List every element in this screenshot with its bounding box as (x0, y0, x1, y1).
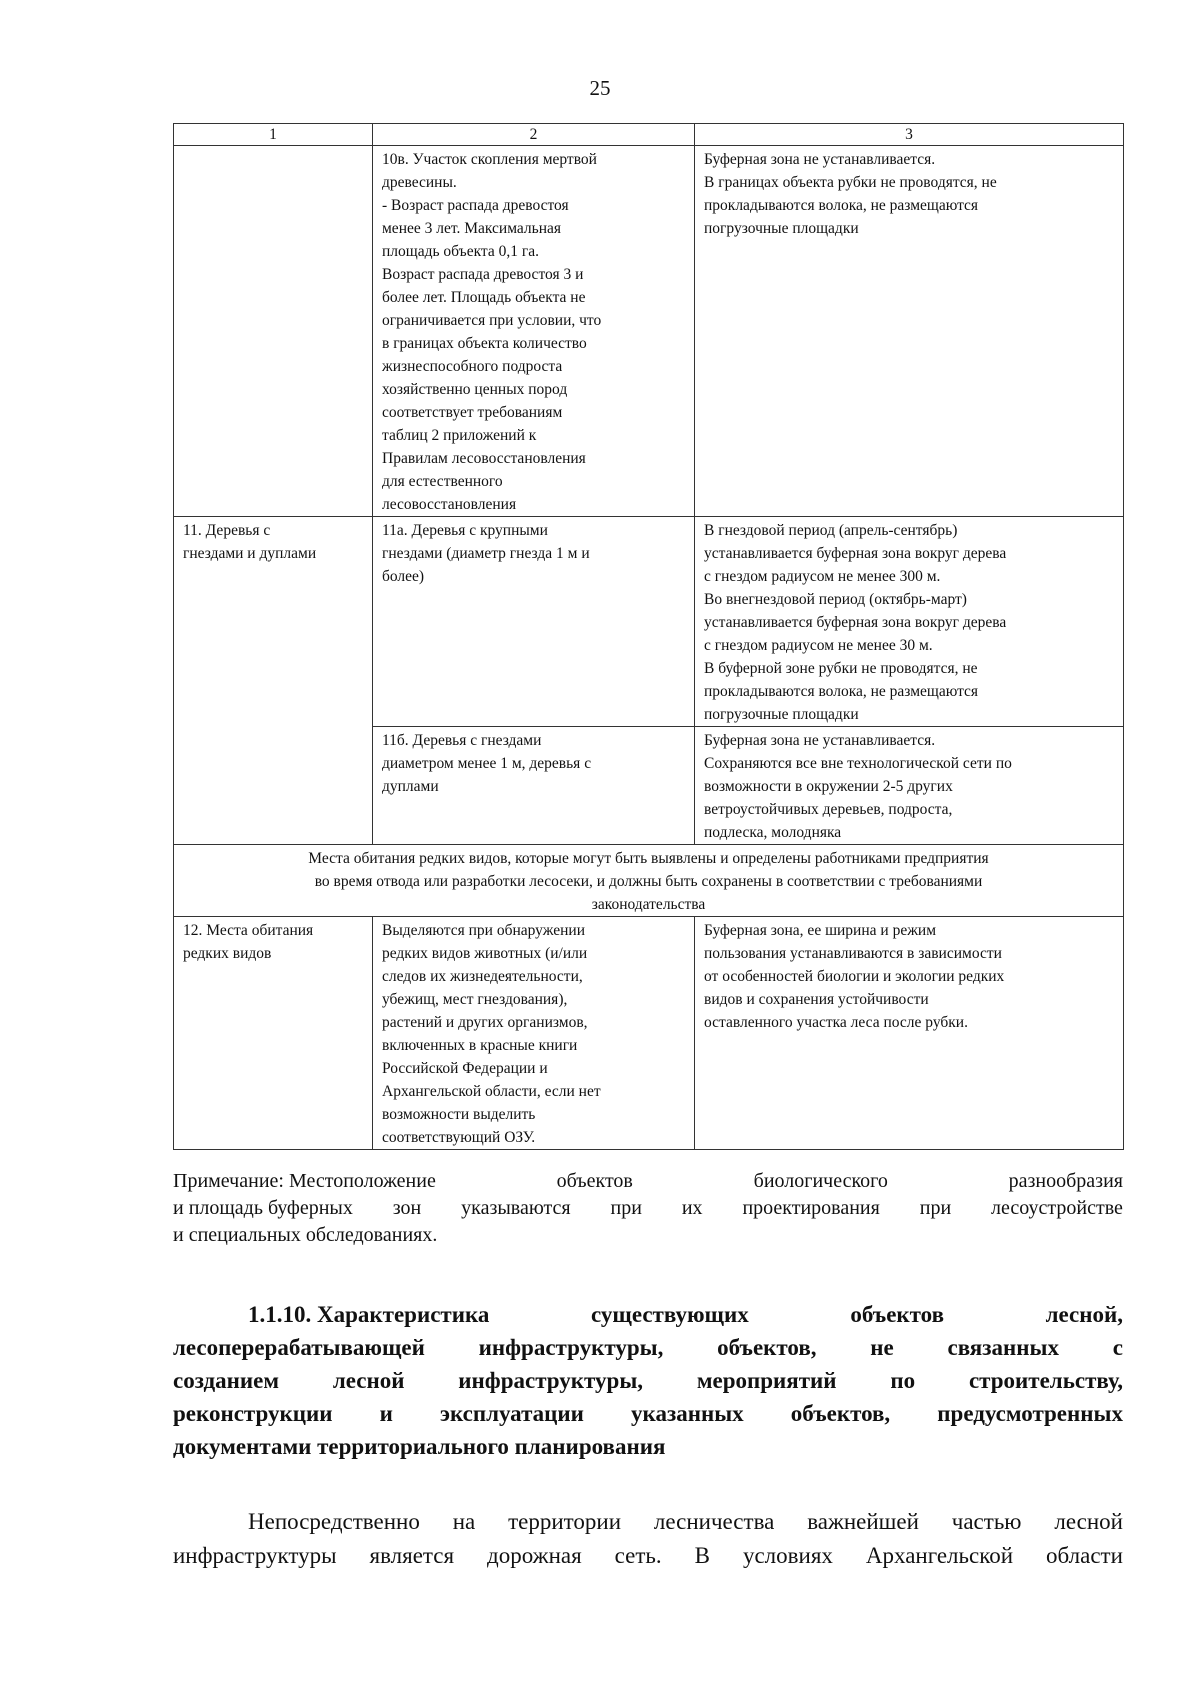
text-line: более) (382, 568, 425, 585)
text-line: с гнездом радиусом не менее 30 м. (704, 637, 933, 654)
text-line: пользования устанавливаются в зависимости (704, 945, 1002, 962)
text-line: возможности в окружении 2-5 других (704, 778, 953, 795)
paragraph-line-1 (173, 1505, 1123, 1539)
cell-11a-col2 (373, 517, 695, 727)
text-line: более лет. Площадь объекта не (382, 289, 586, 306)
text-line: соответствует требованиям (382, 404, 563, 421)
word: зон (392, 1197, 422, 1219)
word: по (890, 1368, 916, 1393)
text-line: погрузочные площадки (704, 706, 859, 723)
word: реконструкции (173, 1401, 333, 1426)
text-line: подлеска, молодняка (704, 824, 842, 841)
word: Примечание: Местоположение (173, 1170, 436, 1192)
table-header-row (174, 124, 1124, 146)
word: сеть. (614, 1543, 662, 1568)
note-line-2 (173, 1195, 1123, 1222)
text-line: дуплами (382, 778, 439, 795)
word: инфраструктуры, (478, 1335, 664, 1360)
word: созданием (173, 1368, 280, 1393)
word: объектов, (790, 1401, 891, 1426)
text-line: - Возраст распада древостоя (382, 197, 569, 214)
text-line: древесины. (382, 174, 457, 191)
text-line: Возраст распада древостоя 3 и (382, 266, 584, 283)
word: лесоперерабатывающей (173, 1335, 425, 1360)
text-line: ветроустойчивых деревьев, подроста, (704, 801, 953, 818)
text-line: в границах объекта количество (382, 335, 587, 352)
text-line: площадь объекта 0,1 га. (382, 243, 539, 260)
text-line: 11а. Деревья с крупными (382, 522, 548, 539)
text-line: Места обитания редких видов, которые могут быть выявлены и определены работниками предприятия (308, 850, 989, 867)
text-line: редких видов (183, 945, 272, 962)
word: существующих (591, 1302, 749, 1327)
cell-merged-note (174, 845, 1124, 917)
text-line: законодательства (591, 896, 706, 913)
text-line: Буферная зона, ее ширина и режим (704, 922, 937, 939)
text-line: с гнездом радиусом не менее 300 м. (704, 568, 941, 585)
text-line: Российской Федерации и (382, 1060, 548, 1077)
word: 1.1.10. Характеристика (248, 1302, 490, 1327)
page-number: 25 (589, 76, 611, 100)
header-cell-3: 3 (695, 124, 1124, 146)
text-line: для естественного (382, 473, 503, 490)
text-line: В буферной зоне рубки не проводятся, не (704, 660, 978, 677)
body-paragraph (173, 1505, 1123, 1573)
text-line: 11б. Деревья с гнездами (382, 732, 542, 749)
text-line: оставленного участка леса после рубки. (704, 1014, 968, 1031)
header-cell-2: 2 (373, 124, 695, 146)
word: лесничества (653, 1509, 775, 1534)
table-row-12 (174, 917, 1124, 1150)
word: лесной (332, 1368, 405, 1393)
text-line: хозяйственно ценных пород (382, 381, 568, 398)
heading-line-2 (173, 1331, 1123, 1364)
text-line: жизнеспособного подроста (382, 358, 563, 375)
cell-11-col1 (174, 517, 373, 845)
word: их (681, 1197, 703, 1219)
word: биологического (753, 1170, 888, 1192)
cell-12-col1 (174, 917, 373, 1150)
text-line: гнездами и дуплами (183, 545, 317, 562)
table-row-10v (174, 146, 1124, 517)
table-note (173, 1168, 1123, 1249)
heading-line-3 (173, 1364, 1123, 1397)
text-line: ограничивается при условии, что (382, 312, 602, 329)
cell-12-col2 (373, 917, 695, 1150)
word: инфраструктуры, (458, 1368, 644, 1393)
text-line: лесовосстановления (382, 496, 517, 513)
header-cell-1: 1 (174, 124, 373, 146)
text-line: видов и сохранения устойчивости (704, 991, 929, 1008)
table-row-11a (174, 517, 1124, 727)
word: на (452, 1509, 476, 1534)
word: мероприятий (696, 1368, 837, 1393)
word: при (610, 1197, 642, 1219)
text-line: Во внегнездовой период (октябрь-март) (704, 591, 967, 608)
cell-10v-col3 (695, 146, 1124, 517)
text-line: прокладываются волока, не размещаются (704, 197, 979, 214)
text-line: Правилам лесовосстановления (382, 450, 586, 467)
word: области (1046, 1543, 1123, 1568)
text-line: гнездами (диаметр гнезда 1 м и (382, 545, 590, 562)
word: является (369, 1543, 455, 1568)
text-line: следов их жизнедеятельности, (382, 968, 583, 985)
word: инфраструктуры (173, 1543, 337, 1568)
word: указанных (631, 1401, 744, 1426)
word: важнейшей (807, 1509, 919, 1534)
cell-11b-col3 (695, 727, 1124, 845)
word: условиях (742, 1543, 833, 1568)
word: связанных (947, 1335, 1059, 1360)
text-line: В гнездовой период (апрель-сентябрь) (704, 522, 958, 539)
text-line: погрузочные площадки (704, 220, 859, 237)
text-line: растений и других организмов, (382, 1014, 588, 1031)
word: лесной, (1045, 1302, 1123, 1327)
text-line: 11. Деревья с (183, 522, 271, 539)
word: не (870, 1335, 894, 1360)
text-line: Сохраняются все вне технологической сети по (704, 755, 1012, 772)
word: дорожная (487, 1543, 582, 1568)
text-line: Буферная зона не устанавливается. (704, 151, 936, 168)
cell-10v-col2 (373, 146, 695, 517)
text-line: 10в. Участок скопления мертвой (382, 151, 597, 168)
word: территории (508, 1509, 622, 1534)
text-line: менее 3 лет. Максимальная (382, 220, 562, 237)
word: и площадь буферных (173, 1197, 353, 1219)
heading-line-1 (173, 1298, 1123, 1331)
text-line: редких видов животных (и/или (382, 945, 588, 962)
word: предусмотренных (937, 1401, 1123, 1426)
word: с (1112, 1335, 1123, 1360)
paragraph-line-2 (173, 1539, 1123, 1573)
text-line: диаметром менее 1 м, деревья с (382, 755, 592, 772)
text-line: 12. Места обитания (183, 922, 314, 939)
word: лесной (1054, 1509, 1123, 1534)
word: и (379, 1401, 393, 1426)
word: объектов (556, 1170, 633, 1192)
section-heading (173, 1298, 1123, 1463)
word: лесоустройстве (991, 1197, 1123, 1219)
cell-11b-col2 (373, 727, 695, 845)
word: Непосредственно (248, 1509, 420, 1534)
text-line: прокладываются волока, не размещаются (704, 683, 979, 700)
note-line-3: и специальных обследованиях. (173, 1224, 438, 1246)
word: частью (951, 1509, 1022, 1534)
text-line: соответствующий ОЗУ. (382, 1129, 536, 1146)
word: при (919, 1197, 952, 1219)
word: В (694, 1543, 710, 1568)
word: объектов (850, 1302, 944, 1327)
text-line: от особенностей биологии и экологии редких (704, 968, 1005, 985)
text-line: В границах объекта рубки не проводятся, не (704, 174, 997, 191)
word: проектирования (742, 1197, 880, 1219)
word: указываются (461, 1197, 571, 1219)
cell-10v-col1 (174, 146, 373, 517)
word: Архангельской (865, 1543, 1014, 1568)
text-line: во время отвода или разработки лесосеки, и должны быть сохранены в соответствии с требованиями (314, 873, 983, 890)
text-line: убежищ, мест гнездования), (382, 991, 568, 1008)
table-row-merged (174, 845, 1124, 917)
heading-line-4 (173, 1397, 1123, 1430)
text-line: Архангельской области, если нет (382, 1083, 601, 1100)
cell-12-col3 (695, 917, 1124, 1150)
text-line: Выделяются при обнаружении (382, 922, 585, 939)
text-line: включенных в красные книги (382, 1037, 578, 1054)
word: строительству, (968, 1368, 1123, 1393)
biodiversity-table (173, 123, 1124, 1150)
heading-line-5: документами территориального планирования (173, 1434, 666, 1459)
cell-11a-col3 (695, 517, 1124, 727)
note-line-1 (173, 1168, 1123, 1195)
text-line: возможности выделить (382, 1106, 536, 1123)
text-line: устанавливается буферная зона вокруг дерева (704, 545, 1007, 562)
text-line: таблиц 2 приложений к (382, 427, 537, 444)
text-line: устанавливается буферная зона вокруг дерева (704, 614, 1007, 631)
word: эксплуатации (440, 1401, 584, 1426)
word: разнообразия (1008, 1170, 1123, 1192)
text-line: Буферная зона не устанавливается. (704, 732, 936, 749)
word: объектов, (717, 1335, 817, 1360)
